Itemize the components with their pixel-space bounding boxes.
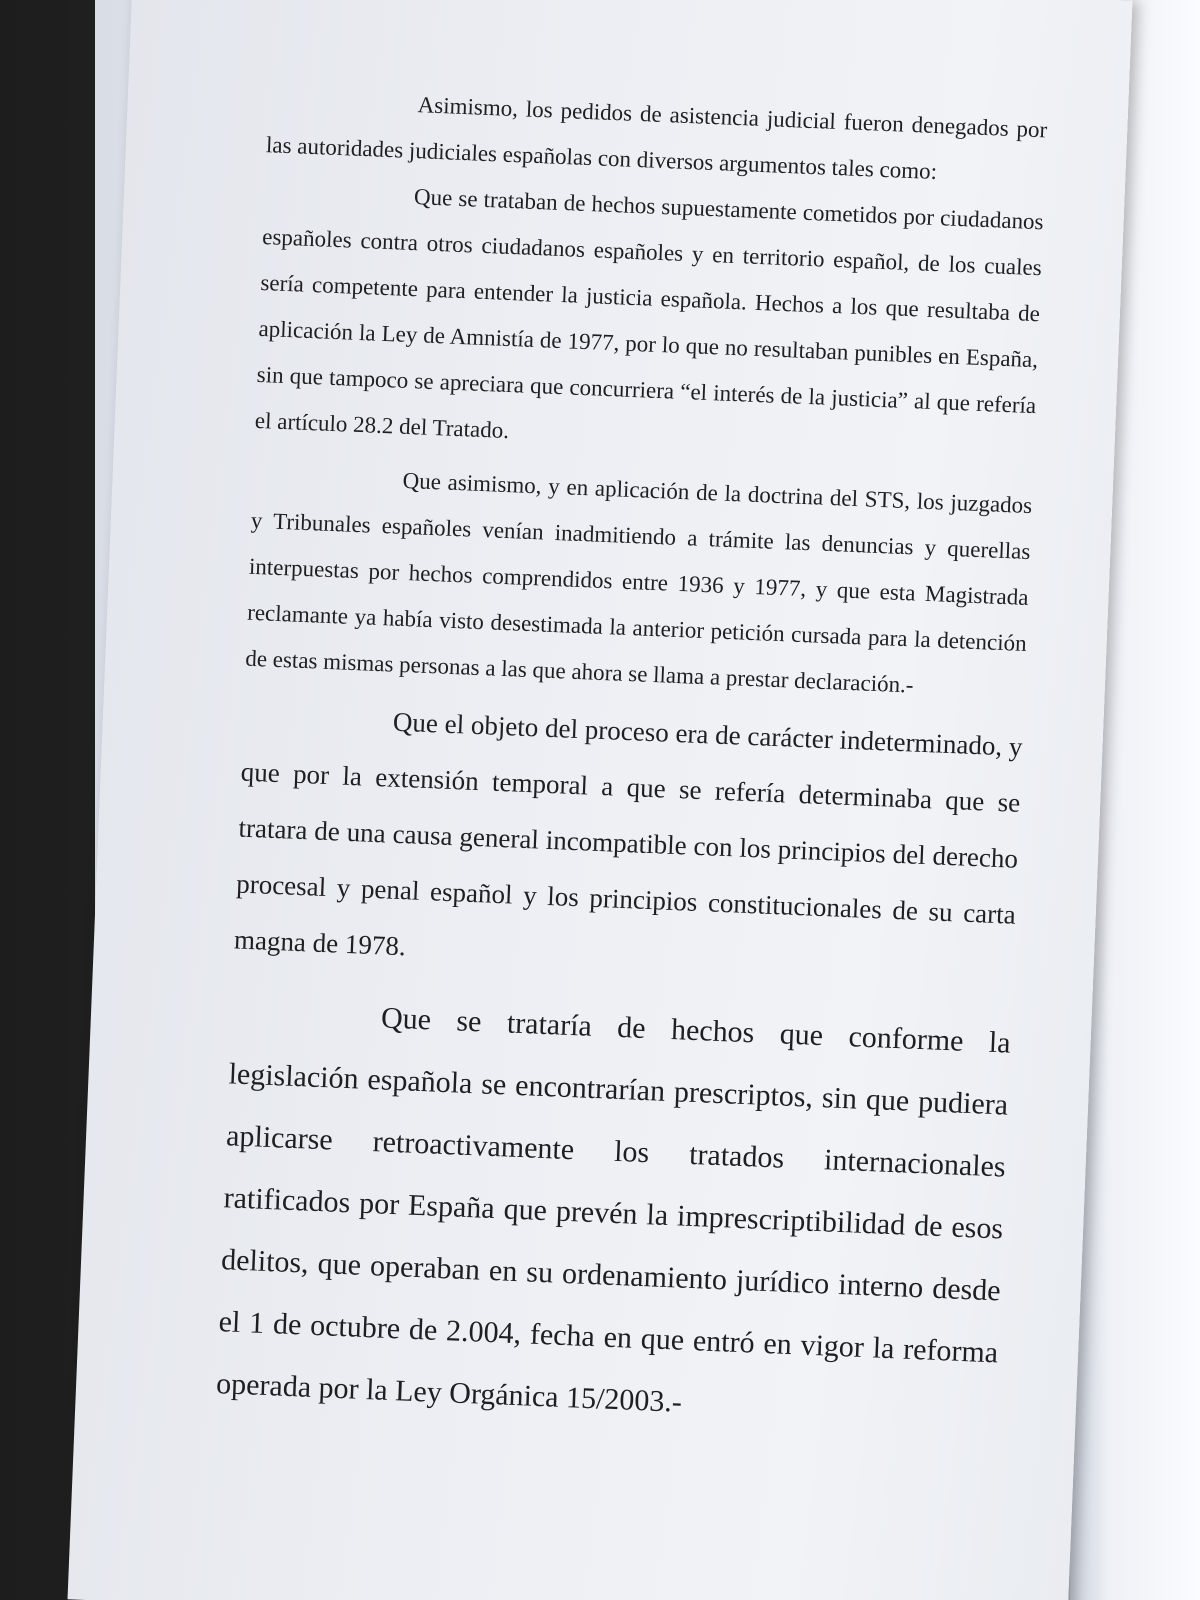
paragraph-5-text: Que el objeto del proceso era de carácter indeterminado, y que por la extensión temporal a que se refería determinaba que se tratara de una causa general incompatible con los principios del derecho procesal y penal español y los principios constitucionales de su carta magna de 1978.: [233, 706, 1024, 962]
paragraph-5: [233, 688, 1024, 999]
paragraph-1-text: Asimismo, los pedidos de asistencia judicial fueron denegados por las autoridades judiciales españolas con diversos argumentos tales como:: [265, 92, 1048, 185]
paragraph-2: [254, 168, 1044, 475]
paragraph-4-text: Que asimismo, y en aplicación de la doctrina del STS, los juzgados y Tribunales españoles venían inadmitiendo a trámite las denuncias y querellas interpuestas por hechos comprendidos entre 1936 y 1977, y que esta Magistrada reclamante ya había visto desestimada la anterior petición cursada para la detención de estas mismas personas a las que ahora se llama a prestar declaración.-: [244, 467, 1033, 698]
paragraph-6: [215, 981, 1012, 1446]
paragraph-4: [244, 452, 1033, 713]
paragraph-2-text: Que se trataban de hechos supuestamente cometidos por ciudadanos españoles contra otros ciudadanos españoles y en territorio español, de los cuales sería competente para entender la justicia española.: [259, 184, 1045, 315]
paragraph-3-text: Hechos a los que resultaba de aplicación la Ley de Amnistía de 1977, por lo que no resultaban punibles en España, sin que tampoco se apreciara que concurriera “el interés de la justicia” al que refería el artículo 28.2 del Tratado.: [254, 289, 1041, 444]
document-sheet: [67, 0, 1132, 1600]
paragraph-6-text: Que se trataría de hechos que conforme la legislación española se encontrarían prescriptos, sin que pudiera aplicarse retroactivamente los tratados internacionales ratificados por España que prevén la imprescriptibilidad de esos delitos, que operaban en su ordenamiento jurídico interno desde el 1 de octubre de 2.004, fecha en que entró en vigor la reforma operada por la Ley Orgánica 15/2003.-: [215, 1001, 1012, 1419]
document-body: [215, 76, 1048, 1446]
